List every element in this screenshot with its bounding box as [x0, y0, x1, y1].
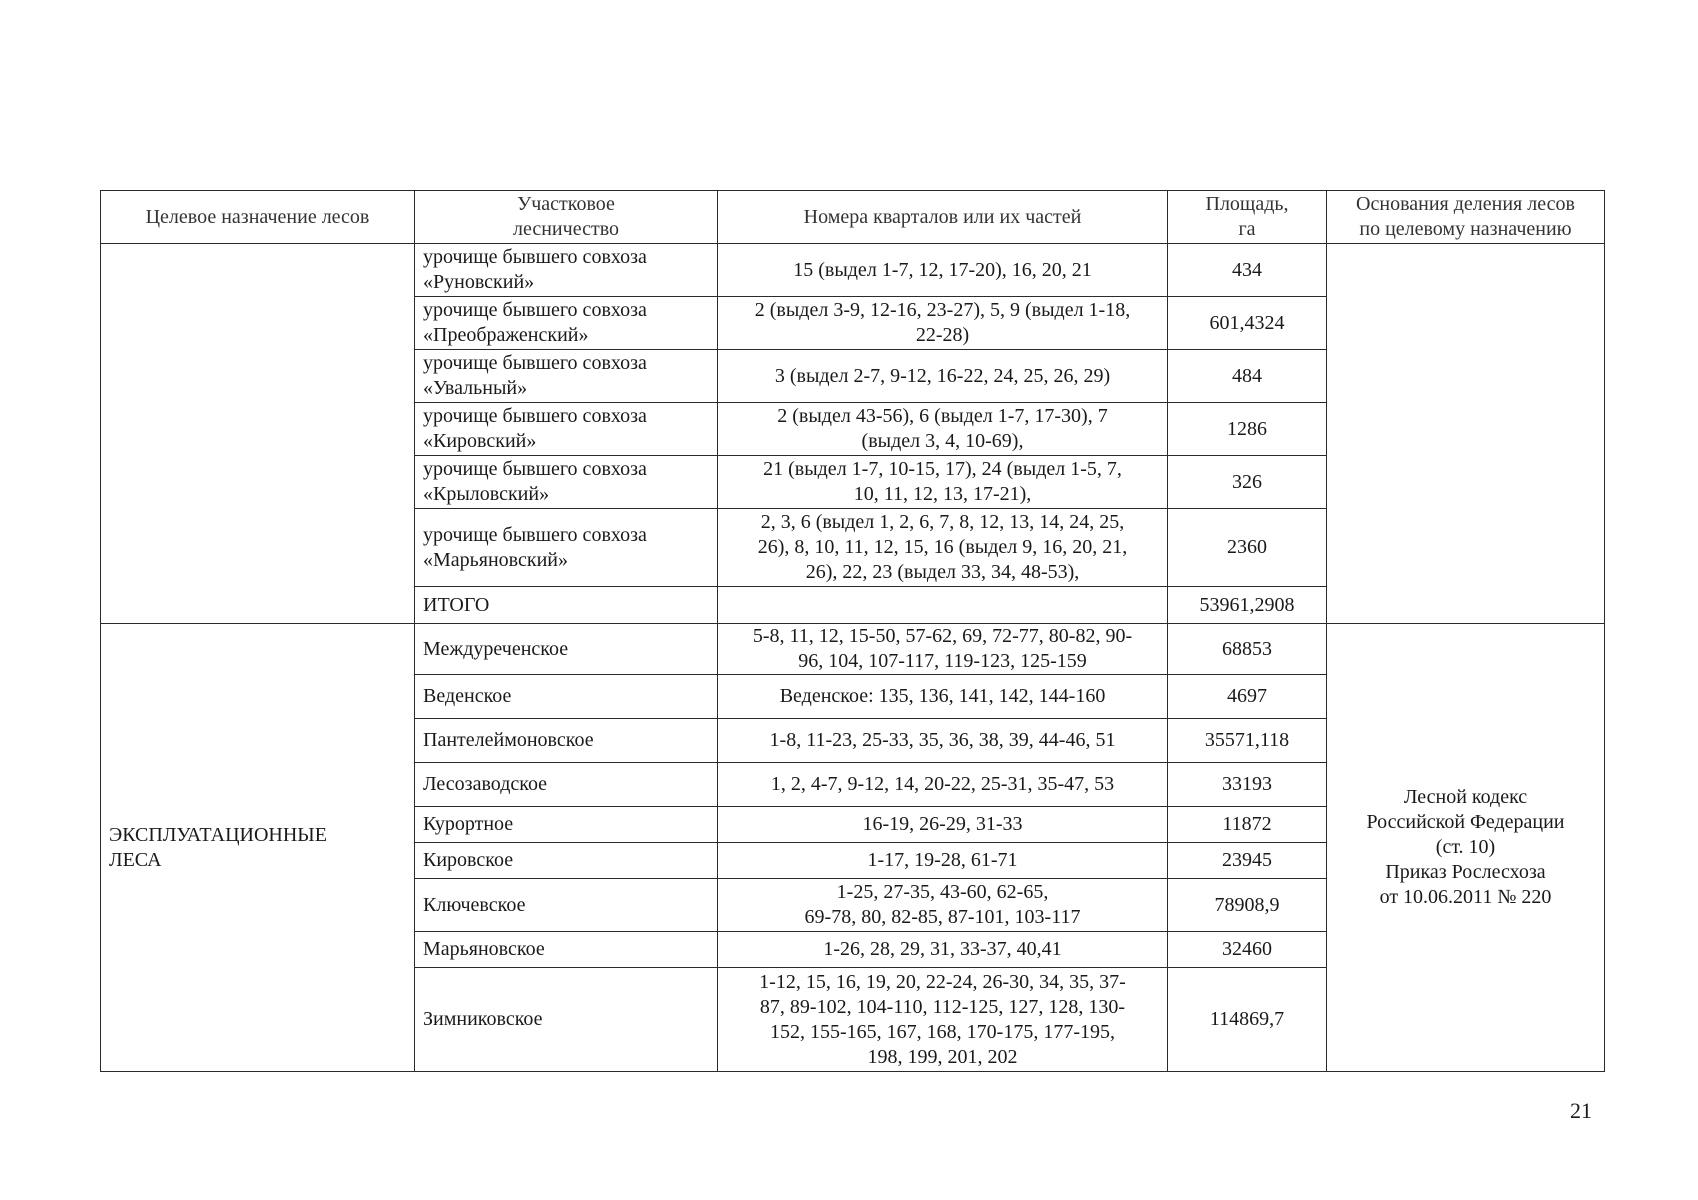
area-cell: 23945 — [1168, 843, 1327, 879]
area-cell: 1286 — [1168, 403, 1327, 456]
total-blocks — [718, 587, 1168, 624]
forestry-cell: Веденское — [415, 675, 718, 719]
area-cell: 68853 — [1168, 624, 1327, 675]
total-area: 53961,2908 — [1168, 587, 1327, 624]
area-cell: 32460 — [1168, 932, 1327, 968]
area-cell: 326 — [1168, 456, 1327, 509]
header-basis: Основания деления лесов по целевому назначению — [1327, 191, 1605, 244]
total-label: ИТОГО — [415, 587, 718, 624]
blocks-cell: 21 (выдел 1-7, 10-15, 17), 24 (выдел 1-5, 7, 10, 11, 12, 13, 17-21), — [718, 456, 1168, 509]
blocks-cell: 16-19, 26-29, 31-33 — [718, 807, 1168, 843]
forestry-cell: урочище бывшего совхоза «Руновский» — [415, 244, 718, 297]
blocks-cell: 1-12, 15, 16, 19, 20, 22-24, 26-30, 34, 35, 37- 87, 89-102, 104-110, 112-125, 127, 128, 130- 152, 155-165, 167, 168, 170-175, 177-195, 198, 199, 201, 202 — [718, 968, 1168, 1072]
basis-cell-continued — [1327, 244, 1605, 624]
table-header-row — [101, 191, 1605, 244]
blocks-cell: 2 (выдел 43-56), 6 (выдел 1-7, 17-30), 7 (выдел 3, 4, 10-69), — [718, 403, 1168, 456]
blocks-cell: 1-25, 27-35, 43-60, 62-65, 69-78, 80, 82-85, 87-101, 103-117 — [718, 879, 1168, 932]
forestry-cell: Кировское — [415, 843, 718, 879]
area-cell: 601,4324 — [1168, 297, 1327, 350]
purpose-cell-exploitation: ЭКСПЛУАТАЦИОННЫЕ ЛЕСА — [101, 624, 415, 1072]
area-cell: 4697 — [1168, 675, 1327, 719]
forestry-cell: урочище бывшего совхоза «Преображенский» — [415, 297, 718, 350]
table-row — [101, 624, 1605, 675]
forestry-cell: Зимниковское — [415, 968, 718, 1072]
blocks-cell: 2 (выдел 3-9, 12-16, 23-27), 5, 9 (выдел 1-18, 22-28) — [718, 297, 1168, 350]
forestry-cell: Курортное — [415, 807, 718, 843]
blocks-cell: 1-8, 11-23, 25-33, 35, 36, 38, 39, 44-46, 51 — [718, 719, 1168, 763]
area-cell: 11872 — [1168, 807, 1327, 843]
blocks-cell: 1-17, 19-28, 61-71 — [718, 843, 1168, 879]
forestry-cell: Марьяновское — [415, 932, 718, 968]
forestry-cell: урочище бывшего совхоза «Кировский» — [415, 403, 718, 456]
header-forestry: Участковое лесничество — [415, 191, 718, 244]
basis-cell-exploitation: Лесной кодекс Российской Федерации (ст. 10) Приказ Рослесхоза от 10.06.2011 № 220 — [1327, 624, 1605, 1072]
forestry-cell: Пантелеймоновское — [415, 719, 718, 763]
blocks-cell: Веденское: 135, 136, 141, 142, 144-160 — [718, 675, 1168, 719]
blocks-cell: 1-26, 28, 29, 31, 33-37, 40,41 — [718, 932, 1168, 968]
area-cell: 114869,7 — [1168, 968, 1327, 1072]
forestry-cell: Лесозаводское — [415, 763, 718, 807]
blocks-cell: 5-8, 11, 12, 15-50, 57-62, 69, 72-77, 80-82, 90- 96, 104, 107-117, 119-123, 125-159 — [718, 624, 1168, 675]
table-row — [101, 244, 1605, 297]
area-cell: 33193 — [1168, 763, 1327, 807]
purpose-cell-continued — [101, 244, 415, 624]
area-cell: 78908,9 — [1168, 879, 1327, 932]
header-area: Площадь, га — [1168, 191, 1327, 244]
forestry-cell: урочище бывшего совхоза «Крыловский» — [415, 456, 718, 509]
area-cell: 2360 — [1168, 509, 1327, 587]
area-cell: 484 — [1168, 350, 1327, 403]
header-blocks: Номера кварталов или их частей — [718, 191, 1168, 244]
blocks-cell: 15 (выдел 1-7, 12, 17-20), 16, 20, 21 — [718, 244, 1168, 297]
forest-purpose-table — [100, 190, 1605, 1072]
forestry-cell: урочище бывшего совхоза «Марьяновский» — [415, 509, 718, 587]
page-number: 21 — [1570, 1098, 1592, 1123]
forestry-cell: Ключевское — [415, 879, 718, 932]
header-purpose: Целевое назначение лесов — [101, 191, 415, 244]
area-cell: 35571,118 — [1168, 719, 1327, 763]
blocks-cell: 3 (выдел 2-7, 9-12, 16-22, 24, 25, 26, 29) — [718, 350, 1168, 403]
forestry-cell: Междуреченское — [415, 624, 718, 675]
blocks-cell: 2, 3, 6 (выдел 1, 2, 6, 7, 8, 12, 13, 14, 24, 25, 26), 8, 10, 11, 12, 15, 16 (выдел 9, 16, 20, 21, 26), 22, 23 (выдел 33, 34, 48-53), — [718, 509, 1168, 587]
area-cell: 434 — [1168, 244, 1327, 297]
forestry-cell: урочище бывшего совхоза «Увальный» — [415, 350, 718, 403]
blocks-cell: 1, 2, 4-7, 9-12, 14, 20-22, 25-31, 35-47, 53 — [718, 763, 1168, 807]
